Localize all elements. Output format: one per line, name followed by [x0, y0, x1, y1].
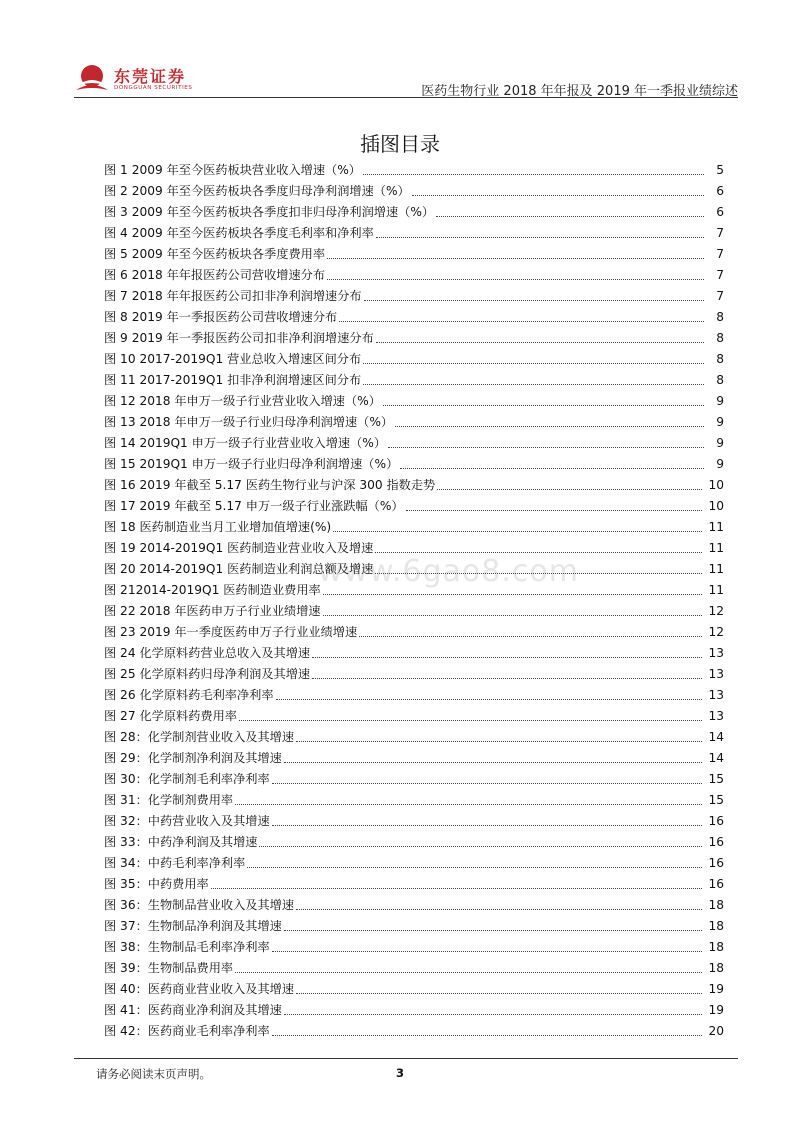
toc-entry-page[interactable]: 11 [708, 562, 724, 576]
toc-entry-label[interactable]: 图 38：生物制品毛利率净利率 [104, 940, 270, 954]
toc-entry[interactable] [104, 580, 724, 601]
toc-entry-label[interactable]: 图 41：医药商业净利润及其增速 [104, 1003, 282, 1017]
toc-entry-page[interactable]: 11 [708, 541, 724, 555]
toc-entry-label[interactable]: 图 18 医药制造业当月工业增加值增速(%) [104, 520, 332, 534]
toc-entry-page[interactable]: 9 [716, 415, 724, 429]
toc-entry-label[interactable]: 图 35：中药费用率 [104, 877, 209, 891]
toc-leader-dots [272, 951, 703, 952]
toc-entry-page[interactable]: 7 [716, 247, 724, 261]
toc-entry[interactable] [104, 979, 724, 1000]
toc-leader-dots [247, 867, 702, 868]
toc-entry-page[interactable]: 14 [708, 730, 724, 744]
toc-leader-dots [284, 1014, 703, 1015]
toc-leader-dots [235, 804, 702, 805]
toc-entry[interactable] [104, 307, 724, 328]
toc-entry-label[interactable]: 图 32：中药营业收入及其增速 [104, 814, 270, 828]
toc-entry[interactable] [104, 811, 724, 832]
toc-entry[interactable] [104, 286, 724, 307]
toc-entry[interactable] [104, 622, 724, 643]
toc-entry-page[interactable]: 10 [708, 499, 724, 513]
toc-entry[interactable] [104, 790, 724, 811]
toc-entry-label[interactable]: 图 28：化学制剂营业收入及其增速 [104, 730, 295, 744]
toc-entry[interactable] [104, 727, 724, 748]
toc-leader-dots [412, 195, 704, 196]
toc-leader-dots [395, 426, 704, 427]
toc-entry-label[interactable]: 图 14 2019Q1 申万一级子行业营业收入增速（%） [104, 436, 387, 450]
toc-entry-label[interactable]: 图 24 化学原料药营业总收入及其增速 [104, 646, 311, 660]
toc-entry[interactable] [104, 412, 724, 433]
toc-leader-dots [272, 825, 703, 826]
toc-leader-dots [327, 279, 704, 280]
toc-entry-page[interactable]: 18 [708, 961, 724, 975]
toc-entry[interactable] [104, 874, 724, 895]
toc-entry-label[interactable]: 图 23 2019 年一季度医药申万子行业业绩增速 [104, 625, 358, 639]
toc-entry[interactable] [104, 370, 724, 391]
toc-entry-page[interactable]: 8 [716, 331, 724, 345]
toc-leader-dots [312, 657, 702, 658]
toc-entry-page[interactable]: 12 [708, 604, 724, 618]
toc-leader-dots [211, 888, 703, 889]
toc-entry-page[interactable]: 8 [716, 352, 724, 366]
toc-entry[interactable] [104, 832, 724, 853]
toc-entry-label[interactable]: 图 19 2014-2019Q1 医药制造业营业收入及增速 [104, 541, 374, 555]
toc-leader-dots [327, 258, 704, 259]
toc-entry-page[interactable]: 13 [708, 709, 724, 723]
toc-leader-dots [406, 510, 703, 511]
toc-entry[interactable] [104, 202, 724, 223]
toc-entry-page[interactable]: 11 [708, 583, 724, 597]
toc-leader-dots [323, 594, 703, 595]
toc-leader-dots [383, 405, 704, 406]
toc-entry-label[interactable]: 图 33：中药净利润及其增速 [104, 835, 258, 849]
toc-entry-page[interactable]: 7 [716, 289, 724, 303]
toc-entry[interactable] [104, 160, 724, 181]
toc-entry-page[interactable]: 16 [708, 877, 724, 891]
toc-entry-page[interactable]: 7 [716, 268, 724, 282]
toc-entry-page[interactable]: 19 [708, 982, 724, 996]
toc-entry-label[interactable]: 图 13 2018 年申万一级子行业归母净利润增速（%） [104, 415, 394, 429]
toc-leader-dots [388, 447, 704, 448]
toc-entry-label[interactable]: 图 25 化学原料药归母净利润及其增速 [104, 667, 311, 681]
toc-entry[interactable] [104, 1000, 724, 1021]
toc-entry[interactable] [104, 916, 724, 937]
toc-entry[interactable] [104, 958, 724, 979]
toc-entry-label[interactable]: 图 22 2018 年医药申万子行业业绩增速 [104, 604, 321, 618]
toc-entry-label[interactable]: 图 5 2009 年至今医药板块各季度费用率 [104, 247, 326, 261]
toc-entry-label[interactable]: 图 34：中药毛利率净利率 [104, 856, 246, 870]
toc-entry[interactable] [104, 748, 724, 769]
toc-entry[interactable] [104, 265, 724, 286]
toc-entry[interactable] [104, 559, 724, 580]
toc-leader-dots [235, 972, 702, 973]
toc-entry-label[interactable]: 图 39：生物制品费用率 [104, 961, 234, 975]
toc-entry-page[interactable]: 14 [708, 751, 724, 765]
toc-entry-label[interactable]: 图 30：化学制剂毛利率净利率 [104, 772, 270, 786]
toc-leader-dots [375, 573, 702, 574]
toc-entry-page[interactable]: 15 [708, 793, 724, 807]
toc-entry-page[interactable]: 9 [716, 457, 724, 471]
toc-entry-page[interactable]: 8 [716, 373, 724, 387]
toc-entry[interactable] [104, 643, 724, 664]
toc-leader-dots [376, 342, 704, 343]
toc-entry-label[interactable]: 图 3 2009 年至今医药板块各季度扣非归母净利润增速（%） [104, 205, 435, 219]
toc-leader-dots [296, 741, 702, 742]
toc-entry-page[interactable]: 13 [708, 688, 724, 702]
toc-leader-dots [376, 237, 704, 238]
page-number: 3 [396, 1066, 405, 1080]
footer-divider [74, 1058, 738, 1059]
toc-entry-label[interactable]: 图 42：医药商业毛利率净利率 [104, 1024, 270, 1038]
header-divider [74, 97, 738, 98]
toc-leader-dots [284, 762, 703, 763]
logo-text-en: DONGGUAN SECURITIES [114, 85, 193, 91]
toc-leader-dots [259, 846, 702, 847]
report-header-title: 医药生物行业 2018 年年报及 2019 年一季报业绩综述 [421, 84, 738, 99]
toc-entry-label[interactable]: 图 31：化学制剂费用率 [104, 793, 234, 807]
toc-leader-dots [339, 321, 704, 322]
toc-entry[interactable] [104, 664, 724, 685]
toc-entry-label[interactable]: 图 12 2018 年申万一级子行业营业收入增速（%） [104, 394, 381, 408]
toc-leader-dots [312, 678, 702, 679]
toc-entry-page[interactable]: 13 [708, 646, 724, 660]
toc-entry-page[interactable]: 10 [708, 478, 724, 492]
toc-entry-label[interactable]: 图 1 2009 年至今医药板块营业收入增速（%） [104, 163, 361, 177]
toc-entry[interactable] [104, 391, 724, 412]
logo-text-cn: 东莞证券 [114, 67, 187, 86]
toc-entry-page[interactable]: 11 [708, 520, 724, 534]
toc-entry-page[interactable]: 5 [716, 163, 724, 177]
toc-entry[interactable] [104, 853, 724, 874]
toc-entry-label[interactable]: 图 40：医药商业营业收入及其增速 [104, 982, 295, 996]
toc-entry-label[interactable]: 图 6 2018 年年报医药公司营收增速分布 [104, 268, 326, 282]
toc-entry-label[interactable]: 图 17 2019 年截至 5.17 申万一级子行业涨跌幅（%） [104, 499, 404, 513]
toc-entry-label[interactable]: 图 15 2019Q1 申万一级子行业归母净利润增速（%） [104, 457, 399, 471]
figure-list [104, 160, 724, 1042]
toc-entry-page[interactable]: 16 [708, 835, 724, 849]
toc-entry-label[interactable]: 图 212014-2019Q1 医药制造业费用率 [104, 583, 321, 597]
toc-leader-dots [239, 720, 703, 721]
page-title: 插图目录 [360, 132, 440, 156]
dongguan-securities-logo-icon [74, 62, 110, 96]
toc-leader-dots [359, 636, 702, 637]
toc-entry-page[interactable]: 15 [708, 772, 724, 786]
toc-entry-label[interactable]: 图 9 2019 年一季报医药公司扣非净利润增速分布 [104, 331, 374, 345]
toc-leader-dots [333, 531, 702, 532]
toc-entry[interactable] [104, 769, 724, 790]
toc-entry-page[interactable]: 6 [716, 205, 724, 219]
toc-entry-page[interactable]: 13 [708, 667, 724, 681]
toc-entry[interactable] [104, 349, 724, 370]
toc-entry[interactable] [104, 328, 724, 349]
toc-entry-page[interactable]: 9 [716, 436, 724, 450]
toc-leader-dots [363, 174, 704, 175]
toc-entry[interactable] [104, 937, 724, 958]
toc-entry-label[interactable]: 图 8 2019 年一季报医药公司营收增速分布 [104, 310, 338, 324]
toc-entry[interactable] [104, 496, 724, 517]
toc-entry-page[interactable]: 8 [716, 310, 724, 324]
toc-entry-label[interactable]: 图 20 2014-2019Q1 医药制造业利润总额及增速 [104, 562, 374, 576]
toc-entry[interactable] [104, 223, 724, 244]
watermark: www.6gao8.com [318, 554, 579, 589]
toc-entry[interactable] [104, 706, 724, 727]
footer-disclaimer: 请务必阅读末页声明。 [96, 1067, 211, 1081]
toc-leader-dots [364, 300, 704, 301]
toc-entry-label[interactable]: 图 37：生物制品净利润及其增速 [104, 919, 282, 933]
toc-entry-page[interactable]: 18 [708, 919, 724, 933]
toc-entry[interactable] [104, 685, 724, 706]
toc-entry-page[interactable]: 9 [716, 394, 724, 408]
toc-entry-page[interactable]: 12 [708, 625, 724, 639]
toc-leader-dots [323, 615, 703, 616]
toc-leader-dots [400, 468, 704, 469]
toc-entry[interactable] [104, 1021, 724, 1042]
toc-leader-dots [272, 783, 703, 784]
toc-entry-label[interactable]: 图 16 2019 年截至 5.17 医药生物行业与沪深 300 指数走势 [104, 478, 436, 492]
toc-entry[interactable] [104, 454, 724, 475]
toc-entry[interactable] [104, 433, 724, 454]
toc-leader-dots [272, 1035, 703, 1036]
toc-entry-page[interactable]: 16 [708, 814, 724, 828]
toc-entry-label[interactable]: 图 36：生物制品营业收入及其增速 [104, 898, 295, 912]
toc-entry-page[interactable]: 18 [708, 940, 724, 954]
toc-leader-dots [284, 930, 703, 931]
toc-entry[interactable] [104, 244, 724, 265]
toc-entry[interactable] [104, 895, 724, 916]
toc-entry-page[interactable]: 19 [708, 1003, 724, 1017]
toc-entry-label[interactable]: 图 27 化学原料药费用率 [104, 709, 237, 723]
toc-leader-dots [375, 552, 702, 553]
toc-entry-label[interactable]: 图 2 2009 年至今医药板块各季度归母净利润增速（%） [104, 184, 410, 198]
toc-entry-label[interactable]: 图 11 2017-2019Q1 扣非净利润增速区间分布 [104, 373, 362, 387]
toc-entry[interactable] [104, 181, 724, 202]
toc-entry[interactable] [104, 517, 724, 538]
toc-entry-page[interactable]: 6 [716, 184, 724, 198]
toc-entry-label[interactable]: 图 10 2017-2019Q1 营业总收入增速区间分布 [104, 352, 362, 366]
toc-leader-dots [296, 993, 702, 994]
toc-leader-dots [276, 699, 703, 700]
toc-entry[interactable] [104, 601, 724, 622]
toc-leader-dots [363, 363, 704, 364]
toc-entry-label[interactable]: 图 29：化学制剂净利润及其增速 [104, 751, 282, 765]
toc-entry-page[interactable]: 16 [708, 856, 724, 870]
company-logo [74, 62, 234, 96]
toc-entry-label[interactable]: 图 7 2018 年年报医药公司扣非净利润增速分布 [104, 289, 362, 303]
toc-entry-page[interactable]: 20 [708, 1024, 724, 1038]
toc-entry-label[interactable]: 图 4 2009 年至今医药板块各季度毛利率和净利率 [104, 226, 374, 240]
toc-entry-label[interactable]: 图 26 化学原料药毛利率净利率 [104, 688, 274, 702]
toc-leader-dots [296, 909, 702, 910]
toc-leader-dots [436, 216, 704, 217]
toc-entry[interactable] [104, 475, 724, 496]
toc-entry-page[interactable]: 18 [708, 898, 724, 912]
toc-entry-page[interactable]: 7 [716, 226, 724, 240]
toc-entry[interactable] [104, 538, 724, 559]
toc-leader-dots [363, 384, 704, 385]
toc-leader-dots [437, 489, 702, 490]
